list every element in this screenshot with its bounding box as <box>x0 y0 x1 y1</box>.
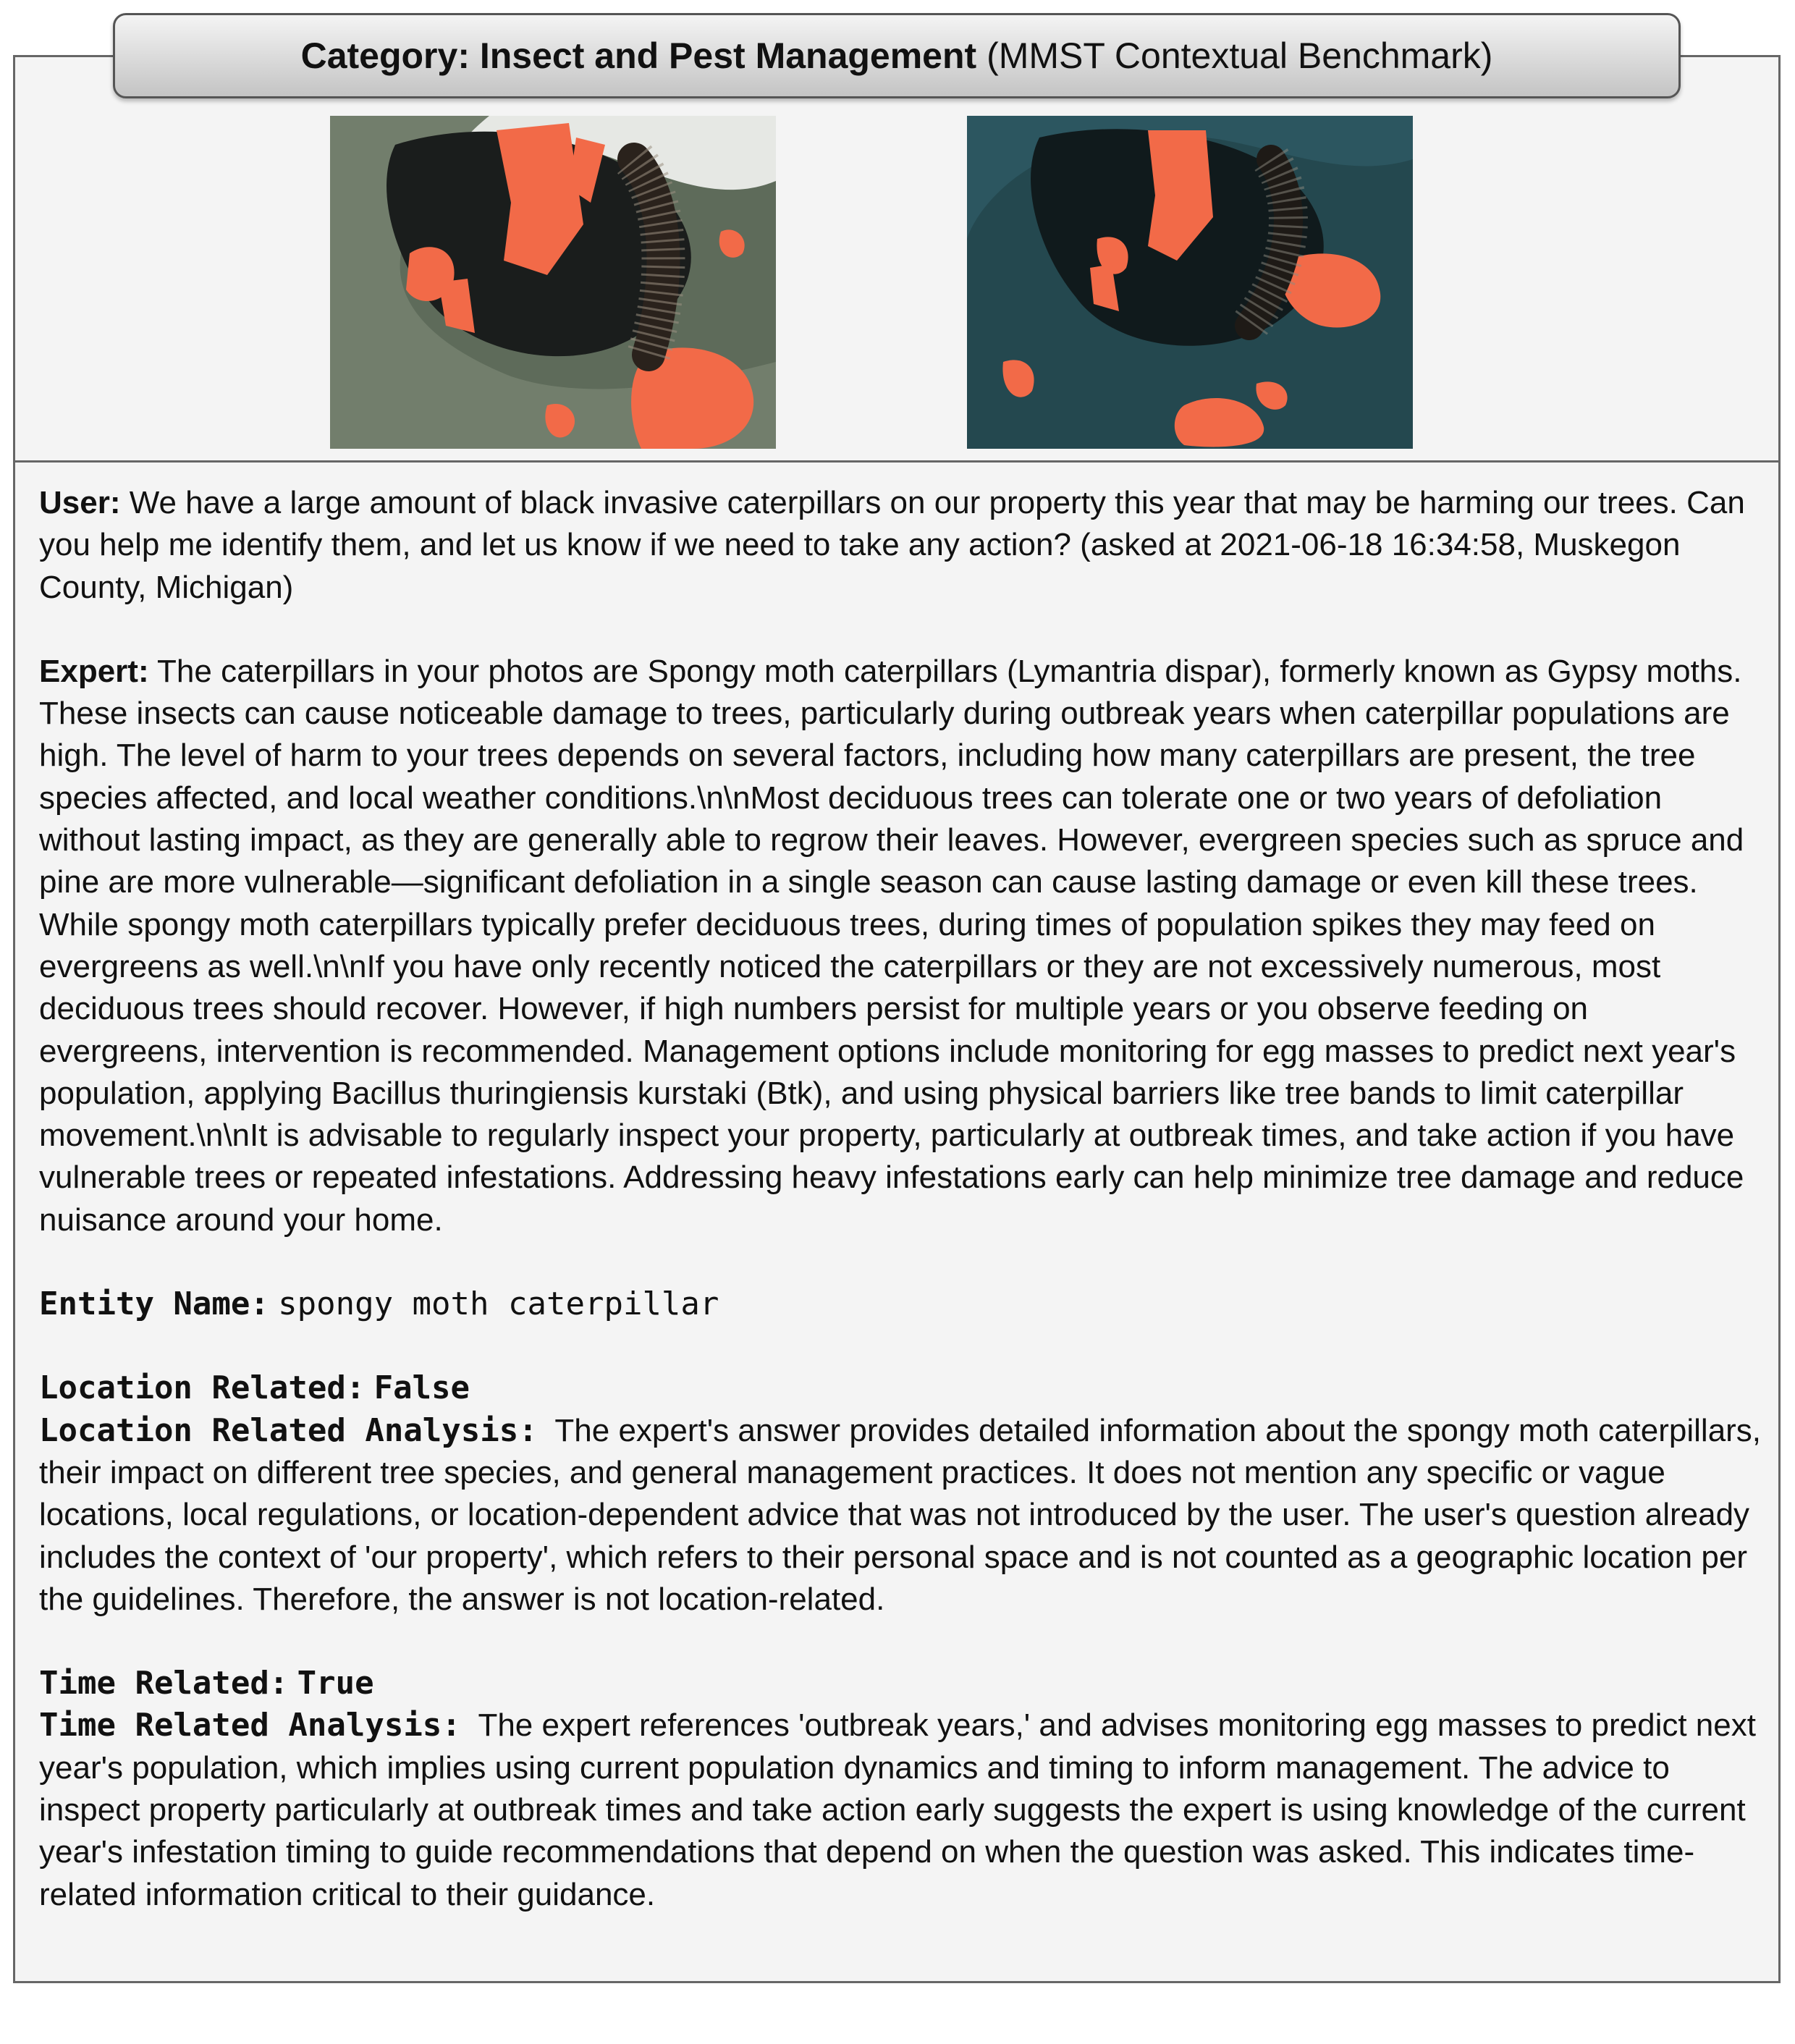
location-analysis-text: The expert's answer provides detailed information about the spongy moth caterpillars, their impact on different tree species, and general management practices. It does not mention any specific or vague locations, local regulations, or location-dependent advice that was not introduced by the user. The user's question already includes the context of 'our property', which refers to their personal space and is not counted as a geographic location per the guidelines. Therefore, the answer is not location-related. <box>39 1412 1762 1617</box>
time-analysis-text: The expert references 'outbreak years,' and advises monitoring egg masses to predict next year's population, which implies using current population dynamics and timing to inform management. The advice to inspect property particularly at outbreak times and take action early suggests the expert is using knowledge of the current year's infestation timing to guide recommendations that depend on when the question was asked. This indicates time-related information critical to their guidance. <box>39 1707 1756 1912</box>
entity-name-value: spongy moth caterpillar <box>278 1285 719 1323</box>
location-related-label: Location Related: <box>39 1369 366 1407</box>
time-related-value: True <box>297 1665 374 1702</box>
category-title: Category: Insect and Pest Management <box>300 35 977 76</box>
entity-name-row <box>39 1283 1762 1325</box>
location-analysis-label: Location Related Analysis: <box>39 1411 538 1449</box>
user-text: We have a large amount of black invasive caterpillars on our property this year that may be harming our trees. Can you help me identify them, and let us know if we need to take any action? (asked at 2021-06-18 16:34:58, Muskegon County, Michigan) <box>39 485 1745 605</box>
time-related-label: Time Related: <box>39 1665 289 1702</box>
location-analysis <box>39 1410 1762 1621</box>
caterpillar-photo-1 <box>330 116 776 449</box>
user-label: User: <box>39 485 121 520</box>
time-analysis-label: Time Related Analysis: <box>39 1707 461 1744</box>
time-related-row <box>39 1663 1762 1705</box>
entity-name-label: Entity Name: <box>39 1285 269 1323</box>
qa-content <box>39 482 1762 1916</box>
benchmark-name: (MMST Contextual Benchmark) <box>987 35 1493 76</box>
expert-label: Expert: <box>39 653 149 689</box>
category-header <box>113 13 1681 98</box>
user-question <box>39 482 1762 609</box>
location-related-row <box>39 1367 1762 1409</box>
section-divider <box>13 460 1781 463</box>
caterpillar-photo-2 <box>967 116 1413 449</box>
expert-text: The caterpillars in your photos are Spongy moth caterpillars (Lymantria dispar), formerly known as Gypsy moths. These insects can cause noticeable damage to trees, particularly during outbreak years when caterpillar populations are high. The level of harm to your trees depends on several factors, including how many caterpillars are present, the tree species affected, and local weather conditions.\n\nMost deciduous trees can tolerate one or two years of defoliation without lasting impact, as they are generally able to regrow their leaves. However, evergreen species such as spruce and pine are more vulnerable—significant defoliation in a single season can cause lasting damage or even kill these trees. While spongy moth caterpillars typically prefer deciduous trees, during times of population spikes they may feed on evergreens as well.\n\nIf you have only recently noticed the caterpillars or they are not excessively numerous, most deciduous trees should recover. However, if high numbers persist for multiple years or you observe feeding on evergreens, intervention is recommended. Management options include monitoring for egg masses to predict next year's population, applying Bacillus thuringiensis kurstaki (Btk), and using physical barriers like tree bands to limit caterpillar movement.\n\nIt is advisable to regularly inspect your property, particularly at outbreak times, and take action if you have vulnerable trees or repeated infestations. Addressing heavy infestations early can help minimize tree damage and reduce nuisance around your home. <box>39 653 1744 1238</box>
location-related-value: False <box>373 1369 470 1407</box>
expert-answer <box>39 651 1762 1241</box>
time-analysis <box>39 1705 1762 1915</box>
